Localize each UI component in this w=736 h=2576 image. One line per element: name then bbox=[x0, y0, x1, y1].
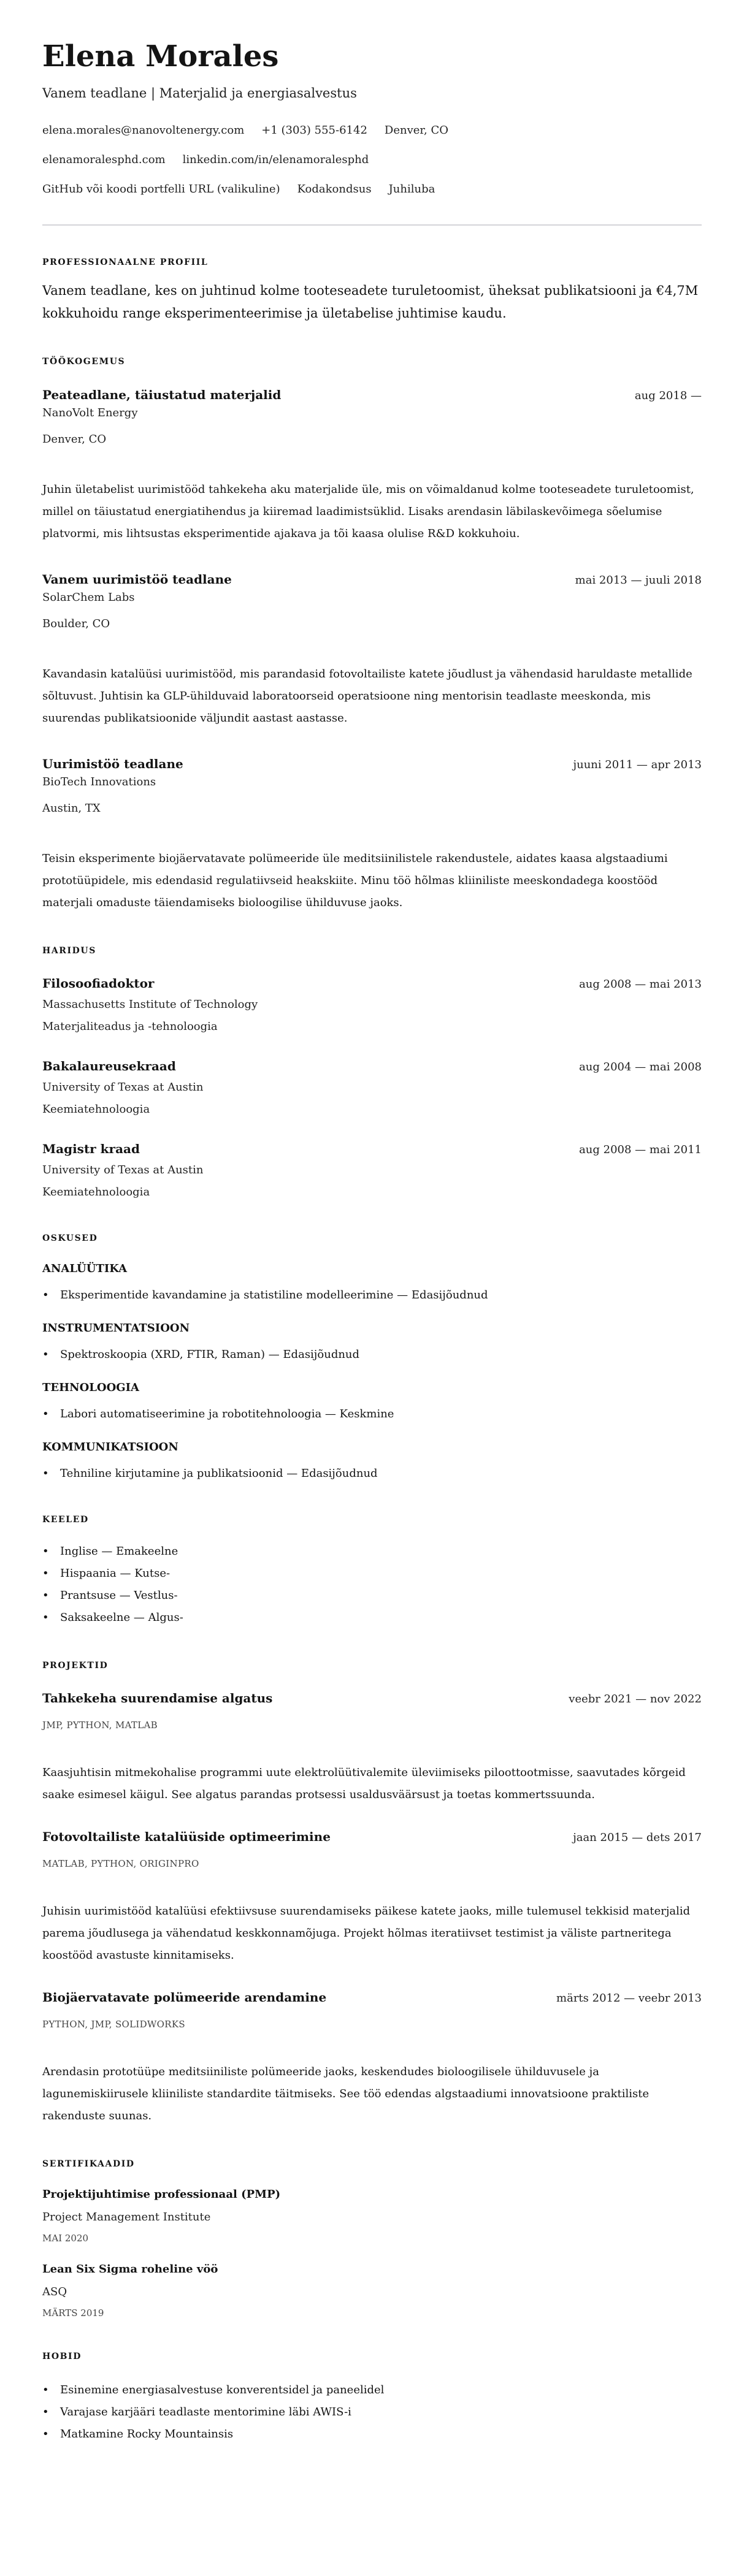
skill-category: KOMMUNIKATSIOON bbox=[42, 1441, 178, 1454]
job-dates: juuni 2011 — apr 2013 bbox=[573, 758, 702, 771]
certification-entry bbox=[42, 2262, 702, 2320]
skill-category: INSTRUMENTATSIOON bbox=[42, 1322, 190, 1335]
language-item-text: Inglise — Emakeelne bbox=[60, 1545, 178, 1558]
section-heading: HARIDUS bbox=[42, 946, 96, 956]
section-heading: PROFESSIONAALNE PROFIIL bbox=[42, 257, 209, 267]
language-item-text: Saksakeelne — Algus- bbox=[60, 1611, 183, 1624]
job-title: Uurimistöö teadlane bbox=[42, 756, 183, 771]
language-item bbox=[42, 1541, 702, 1563]
field-of-study: Keemiatehnoloogia bbox=[42, 1103, 150, 1116]
contact-row bbox=[42, 175, 702, 204]
bullet-icon: • bbox=[42, 1611, 49, 1624]
project-dates: veebr 2021 — nov 2022 bbox=[569, 1693, 702, 1705]
project-header bbox=[42, 1690, 702, 1707]
language-item bbox=[42, 1563, 702, 1585]
contact-github[interactable]: GitHub või koodi portfelli URL (valikuline) bbox=[42, 183, 280, 196]
cert-issuer: ASQ bbox=[42, 2285, 67, 2298]
cert-title: Projektijuhtimise professionaal (PMP) bbox=[42, 2188, 281, 2201]
project-header bbox=[42, 1989, 702, 2006]
language-item bbox=[42, 1585, 702, 1607]
skill-item bbox=[42, 1465, 702, 1483]
contact-email[interactable]: elena.morales@nanovoltenergy.com bbox=[42, 124, 245, 137]
skill-item-text: Eksperimentide kavandamine ja statistiline modelleerimine — Edasijõudnud bbox=[60, 1289, 488, 1301]
language-item-text: Hispaania — Kutse- bbox=[60, 1567, 171, 1580]
job-entry bbox=[42, 386, 702, 545]
project-header bbox=[42, 1828, 702, 1845]
education-section bbox=[42, 945, 702, 1202]
bullet-icon: • bbox=[42, 1289, 49, 1301]
experience-section bbox=[42, 356, 702, 914]
contact-phone[interactable]: +1 (303) 555-6142 bbox=[261, 124, 367, 137]
skill-item-text: Labori automatiseerimine ja robotitehnoloogia — Keskmine bbox=[60, 1408, 394, 1420]
languages-section bbox=[42, 1514, 702, 1629]
contact-license: Juhiluba bbox=[388, 183, 435, 196]
project-entry bbox=[42, 1690, 702, 1806]
skill-item bbox=[42, 1286, 702, 1305]
education-dates: aug 2004 — mai 2008 bbox=[579, 1061, 702, 1073]
hobby-item bbox=[42, 2423, 702, 2445]
bullet-icon: • bbox=[42, 1567, 49, 1580]
degree: Magistr kraad bbox=[42, 1141, 140, 1156]
education-header bbox=[42, 1140, 702, 1157]
contact-website[interactable]: elenamoralesphd.com bbox=[42, 153, 166, 166]
cert-date: MAI 2020 bbox=[42, 2233, 89, 2244]
skills-section bbox=[42, 1232, 702, 1483]
bullet-icon: • bbox=[42, 2406, 49, 2418]
project-entry bbox=[42, 1828, 702, 1967]
skill-item bbox=[42, 1405, 702, 1423]
cert-issuer: Project Management Institute bbox=[42, 2211, 211, 2224]
projects-section bbox=[42, 1660, 702, 2127]
job-location: Austin, TX bbox=[42, 802, 101, 815]
job-company: NanoVolt Energy bbox=[42, 406, 138, 419]
school: University of Texas at Austin bbox=[42, 1164, 204, 1176]
job-description: Kavandasin katalüüsi uurimistööd, mis parandasid fotovoltailiste katete jõudlust ja vähendasid haruldaste metallide sõltuvust. Juhtisin ka GLP-ühilduvaid laboratoorseid operatsioone ning mentorisin teadlaste meeskonda, mis suurendas publikatsioonide väljundit aastast aastasse. bbox=[42, 668, 692, 725]
contact-location: Denver, CO bbox=[384, 124, 449, 137]
job-description: Teisin eksperimente biojäervatavate polümeeride üle meditsiinilistele rakendustele, aidates kaasa algstaadiumi prototüüpidele, mis edendasid regulatiivseid heakskiite. Minu töö hõlmas kliiniliste meeskondadega koostööd materjali omaduste täiendamiseks bioloogilise ühilduvuse jaoks. bbox=[42, 852, 668, 909]
candidate-name: Elena Morales bbox=[42, 39, 279, 74]
header-divider bbox=[42, 224, 702, 226]
job-header bbox=[42, 386, 702, 403]
project-tech: PYTHON, JMP, SOLIDWORKS bbox=[42, 2019, 185, 2030]
hobby-item bbox=[42, 2401, 702, 2423]
language-list bbox=[42, 1541, 702, 1629]
project-description: Juhisin uurimistööd katalüüsi efektiivsuse suurendamiseks päikese katete jaoks, mille tulemusel tekkisid materjalid parema jõudlusega ja vähendatud keskkonnamõjuga. Projekt hõlmas iteratiivset testimist ja väliste partneritega koostööd avastuste kinnitamiseks. bbox=[42, 1905, 691, 1962]
degree: Bakalaureusekraad bbox=[42, 1059, 176, 1073]
school: Massachusetts Institute of Technology bbox=[42, 998, 258, 1011]
project-tech: JMP, PYTHON, MATLAB bbox=[42, 1720, 158, 1731]
hobby-item bbox=[42, 2379, 702, 2401]
project-title: Tahkekeha suurendamise algatus bbox=[42, 1691, 273, 1705]
job-entry bbox=[42, 571, 702, 730]
hobby-list bbox=[42, 2379, 702, 2445]
job-company: SolarChem Labs bbox=[42, 591, 135, 604]
job-location: Boulder, CO bbox=[42, 617, 110, 630]
section-heading: TÖÖKOGEMUS bbox=[42, 357, 126, 367]
contact-linkedin[interactable]: linkedin.com/in/elenamoralesphd bbox=[182, 153, 369, 166]
degree: Filosoofiadoktor bbox=[42, 976, 155, 991]
job-company: BioTech Innovations bbox=[42, 775, 156, 788]
skill-item bbox=[42, 1346, 702, 1364]
section-heading: KEELED bbox=[42, 1515, 89, 1525]
hobby-item-text: Matkamine Rocky Mountainsis bbox=[60, 2428, 234, 2441]
skill-list bbox=[42, 1286, 702, 1305]
hobby-item-text: Esinemine energiasalvestuse konverentsidel ja paneelidel bbox=[60, 2384, 385, 2396]
skill-category: TEHNOLOOGIA bbox=[42, 1381, 140, 1394]
job-title: Peateadlane, täiustatud materjalid bbox=[42, 387, 282, 402]
job-description: Juhin ületabelist uurimistööd tahkekeha aku materjalide üle, mis on võimaldanud kolme tooteseadete turuletoomist, millel on täiustatud energiatihendus ja kiiremad laadimistsüklid. Lisaks arendasin läbilaskevõimega sõelumise platvormi, mis lihtsustas eksperimentide ajakava ja tõi kaasa olulise R&D kokkuhoiu. bbox=[42, 483, 694, 540]
bullet-icon: • bbox=[42, 1467, 49, 1480]
candidate-subtitle: Vanem teadlane | Materjalid ja energiasalvestus bbox=[42, 86, 357, 101]
bullet-icon: • bbox=[42, 1589, 49, 1602]
skill-category: ANALÜÜTIKA bbox=[42, 1262, 128, 1275]
education-dates: aug 2008 — mai 2011 bbox=[579, 1143, 702, 1156]
contact-row bbox=[42, 145, 702, 175]
job-header bbox=[42, 571, 702, 588]
skill-item-text: Tehniline kirjutamine ja publikatsioonid — Edasijõudnud bbox=[60, 1467, 378, 1480]
contact-citizenship: Kodakondsus bbox=[297, 183, 372, 196]
project-dates: jaan 2015 — dets 2017 bbox=[573, 1831, 702, 1844]
project-entry bbox=[42, 1989, 702, 2127]
skill-list bbox=[42, 1405, 702, 1423]
project-title: Fotovoltailiste katalüüside optimeerimine bbox=[42, 1829, 331, 1844]
job-entry bbox=[42, 755, 702, 914]
section-heading: SERTIFIKAADID bbox=[42, 2159, 135, 2169]
bullet-icon: • bbox=[42, 1408, 49, 1420]
contact-row bbox=[42, 116, 702, 145]
job-dates: mai 2013 — juuli 2018 bbox=[575, 574, 702, 587]
education-entry bbox=[42, 975, 702, 1036]
project-tech: MATLAB, PYTHON, ORIGINPRO bbox=[42, 1858, 199, 1869]
profile-text: Vanem teadlane, kes on juhtinud kolme tooteseadete turuletoomist, üheksat publikatsiooni ja €4,7M kokkuhoidu range eksperimenteerimise ja ületabelise juhtimise kaudu. bbox=[42, 283, 699, 321]
job-location: Denver, CO bbox=[42, 433, 107, 446]
language-item-text: Prantsuse — Vestlus- bbox=[60, 1589, 178, 1602]
job-dates: aug 2018 — bbox=[634, 389, 702, 402]
bullet-icon: • bbox=[42, 1545, 49, 1558]
bullet-icon: • bbox=[42, 1348, 49, 1361]
field-of-study: Materjaliteadus ja -tehnoloogia bbox=[42, 1020, 218, 1033]
section-heading: PROJEKTID bbox=[42, 1661, 109, 1671]
education-dates: aug 2008 — mai 2013 bbox=[579, 978, 702, 991]
education-header bbox=[42, 1057, 702, 1075]
resume-header bbox=[42, 39, 702, 204]
field-of-study: Keemiatehnoloogia bbox=[42, 1186, 150, 1198]
profile-section bbox=[42, 256, 702, 325]
section-heading: HOBID bbox=[42, 2352, 82, 2361]
skill-list bbox=[42, 1346, 702, 1364]
project-description: Arendasin prototüüpe meditsiiniliste polümeeride jaoks, keskendudes bioloogilisele ühilduvusele ja lagunemiskiirusele kliiniliste standardite täitmiseks. See töö edendas algstaadiumi innovatsioone praktiliste rakenduste suunas. bbox=[42, 2065, 650, 2122]
project-description: Kaasjuhtisin mitmekohalise programmi uute elektrolüütivalemite üleviimiseks piloottootmisse, saavutades kõrgeid saake esimesel käigul. See algatus parandas protsessi usaldusväärsust ja toetas kommertssuunda. bbox=[42, 1766, 686, 1801]
job-title: Vanem uurimistöö teadlane bbox=[42, 572, 232, 587]
hobbies-section bbox=[42, 2350, 702, 2445]
bullet-icon: • bbox=[42, 2428, 49, 2441]
skill-list bbox=[42, 1465, 702, 1483]
certification-entry bbox=[42, 2187, 702, 2245]
project-dates: märts 2012 — veebr 2013 bbox=[556, 1992, 702, 2005]
cert-title: Lean Six Sigma roheline vöö bbox=[42, 2263, 218, 2276]
certifications-section bbox=[42, 2158, 702, 2320]
job-header bbox=[42, 755, 702, 772]
education-entry bbox=[42, 1140, 702, 1202]
project-title: Biojäervatavate polümeeride arendamine bbox=[42, 1990, 327, 2005]
education-header bbox=[42, 975, 702, 992]
education-entry bbox=[42, 1057, 702, 1119]
section-heading: OSKUSED bbox=[42, 1233, 98, 1243]
cert-date: MÄRTS 2019 bbox=[42, 2307, 104, 2319]
hobby-item-text: Varajase karjääri teadlaste mentorimine läbi AWIS-i bbox=[60, 2406, 351, 2418]
school: University of Texas at Austin bbox=[42, 1081, 204, 1094]
resume-page bbox=[0, 39, 736, 2445]
bullet-icon: • bbox=[42, 2384, 49, 2396]
skill-item-text: Spektroskoopia (XRD, FTIR, Raman) — Edasijõudnud bbox=[60, 1348, 360, 1361]
language-item bbox=[42, 1607, 702, 1629]
